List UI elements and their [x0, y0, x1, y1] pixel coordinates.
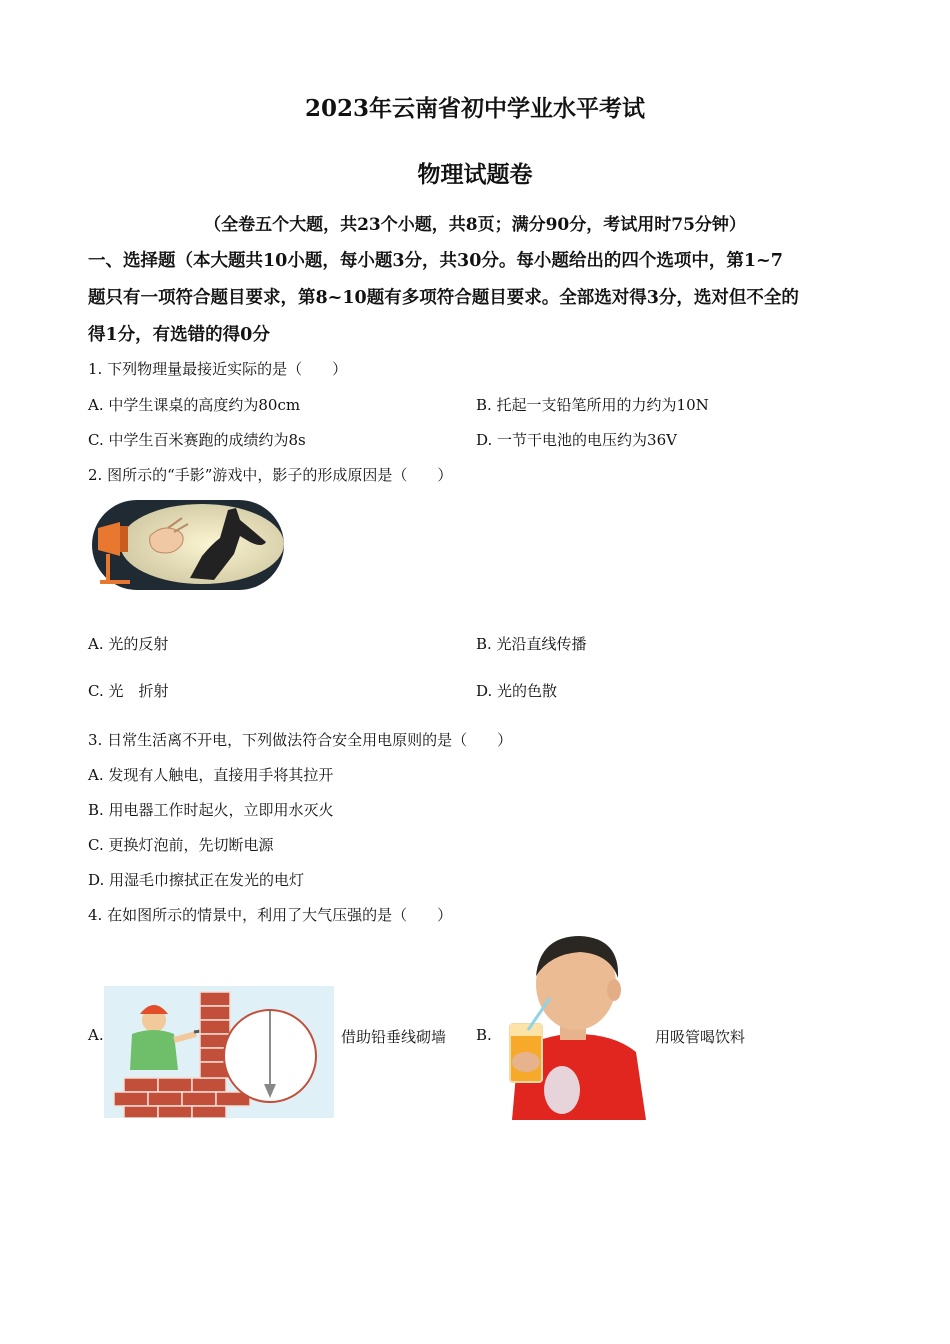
q1-stem: 1. 下列物理量最接近实际的是（ ） — [88, 360, 348, 378]
exam-info: （全卷五个大题，共23个小题，共8页；满分90分，考试用时75分钟） — [204, 215, 746, 235]
exam-subtitle: 物理试题卷 — [417, 161, 533, 188]
q2-option-b: B. 光沿直线传播 — [476, 635, 587, 653]
section1-line2: 题只有一项符合题目要求，第8~10题有多项符合题目要求。全部选对得3分，选对但不全的 — [88, 288, 799, 308]
straw-drinking-boy-figure — [502, 934, 648, 1120]
hand-shadow-figure — [90, 498, 286, 592]
q4-option-b-letter: B. — [476, 1026, 492, 1044]
q3-option-a: A. 发现有人触电，直接用手将其拉开 — [88, 766, 334, 784]
section1-line3: 得1分，有选错的得0分 — [88, 325, 270, 345]
q2-stem: 2. 图所示的“手影”游戏中，影子的形成原因是（ ） — [88, 466, 453, 484]
q3-option-d: D. 用湿毛巾擦拭正在发光的电灯 — [88, 871, 305, 889]
q4-stem: 4. 在如图所示的情景中，利用了大气压强的是（ ） — [88, 906, 453, 924]
q4-option-a-letter: A. — [88, 1026, 104, 1044]
q1-option-d: D. 一节干电池的电压约为36V — [476, 431, 677, 449]
q3-option-b: B. 用电器工作时起火，立即用水灭火 — [88, 801, 334, 819]
q1-option-a: A. 中学生课桌的高度约为80cm — [88, 396, 301, 414]
q1-option-c: C. 中学生百米赛跑的成绩约为8s — [88, 431, 306, 449]
q1-option-b: B. 托起一支铅笔所用的力约为10N — [476, 396, 709, 414]
q2-option-a: A. 光的反射 — [88, 635, 169, 653]
q3-stem: 3. 日常生活离不开电，下列做法符合安全用电原则的是（ ） — [88, 731, 513, 749]
q4-option-a-caption: 借助铅垂线砌墙 — [341, 1028, 447, 1046]
plumb-line-wall-figure — [104, 986, 334, 1118]
q3-option-c: C. 更换灯泡前，先切断电源 — [88, 836, 274, 854]
q2-option-c: C. 光 折射 — [88, 682, 169, 700]
section1-line1: 一、选择题（本大题共10小题，每小题3分，共30分。每小题给出的四个选项中，第1~7 — [88, 251, 783, 271]
exam-title: 2023年云南省初中学业水平考试 — [304, 95, 645, 122]
q4-option-b-caption: 用吸管喝饮料 — [655, 1028, 746, 1046]
q2-option-d: D. 光的色散 — [476, 682, 558, 700]
